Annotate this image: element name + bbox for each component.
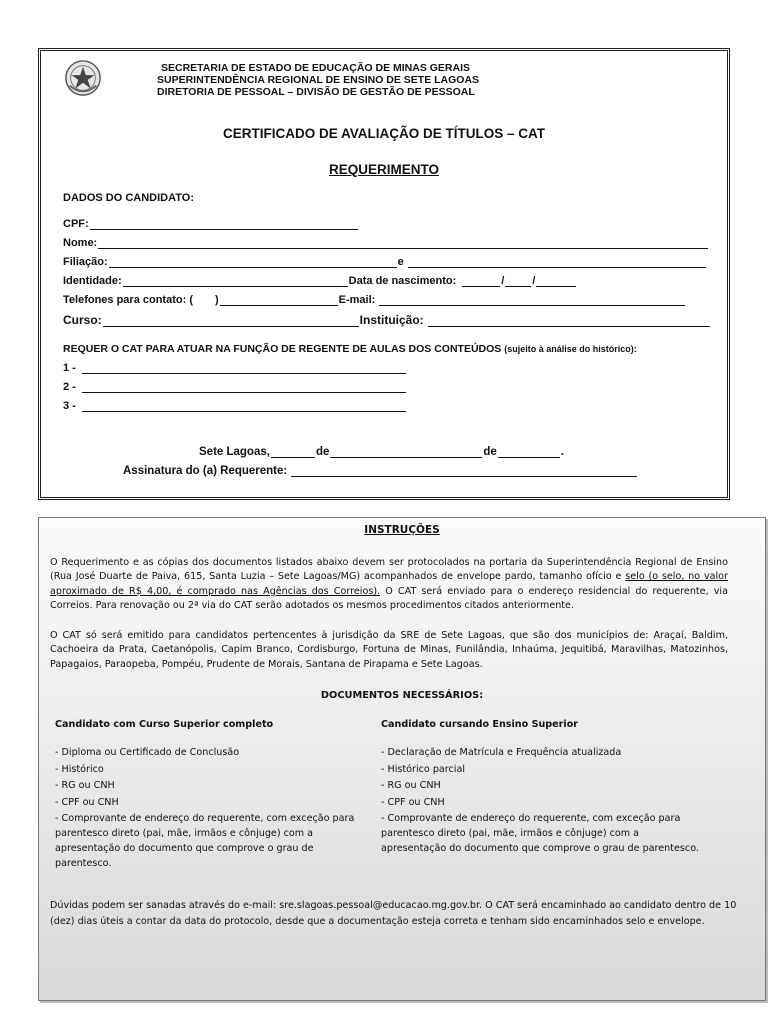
requerimento-form	[38, 48, 730, 500]
list-item: - RG ou CNH	[381, 780, 441, 791]
p1-text-a: O Requerimento e as cópias dos documentos listados abaixo devem ser protocolados na portaria da Superintendência Regional de Ensino (Rua José Duarte de Paiva, 615, Santa Luzia – Sete Lagoas/MG) acompanhados de envelope pardo, tamanho ofício e	[50, 557, 728, 583]
right-document-list	[381, 745, 701, 856]
nome-row	[63, 237, 709, 249]
identidade-field[interactable]	[123, 275, 348, 287]
birth-month-field[interactable]	[505, 275, 531, 287]
nome-field[interactable]	[98, 237, 708, 249]
requer-text: REQUER O CAT PARA ATUAR NA FUNÇÃO DE REGENTE DE AULAS DOS CONTEÚDOS	[63, 343, 502, 355]
requer-note: (sujeito à análise do histórico):	[504, 344, 637, 354]
date-separator: /	[501, 275, 505, 287]
filiacao-row	[63, 256, 707, 268]
section-label: DADOS DO CANDIDATO:	[63, 192, 194, 204]
instructions-paragraph-1	[50, 556, 728, 614]
list-item: - Diploma ou Certificado de Conclusão	[55, 747, 240, 758]
year-field[interactable]	[498, 446, 560, 458]
filiacao-label: Filiação:	[63, 256, 108, 268]
telefone-field[interactable]	[220, 294, 338, 306]
header-line-1: SECRETARIA DE ESTADO DE EDUCAÇÃO DE MINAS GERAIS	[161, 62, 470, 74]
list-item: - CPF ou CNH	[55, 796, 119, 808]
email-field[interactable]	[379, 294, 685, 306]
de-label-2: de	[483, 446, 497, 458]
curso-label: Curso:	[63, 313, 102, 327]
list-item: - Histórico parcial	[381, 763, 466, 775]
list-item: - CPF ou CNH	[381, 796, 445, 808]
list-item: - Histórico	[55, 763, 104, 775]
assinatura-field[interactable]	[291, 465, 637, 477]
instructions-paragraph-2: O CAT só será emitido para candidatos pertencentes à jurisdição da SRE de Sete Lagoas, que são dos municípios de: Araçaí, Baldim, Cachoeira da Prata, Caetanópolis, Capim Branco, Cordisburgo, Fortuna de Minas, Funilândia, Inhaúma, Jequitibá, Maravilhas, Matozinhos, Papagaios, Paraopeba, Pompéu, Prudente de Morais, Santana de Pirapama e Sete Lagoas.	[50, 630, 728, 670]
list-item: - Comprovante de endereço do requerente, com exceção para parentesco direto (pai, mãe, irmãos e cônjuge) com a apresentação do documento que comprove o grau de parentesco.	[381, 813, 699, 854]
instructions-box	[38, 517, 766, 1001]
curso-field[interactable]	[103, 315, 359, 327]
conteudo-field-1[interactable]	[82, 362, 406, 374]
day-field[interactable]	[271, 446, 315, 458]
filiacao-field-2[interactable]	[408, 256, 706, 268]
left-column	[55, 717, 365, 871]
cidade-label: Sete Lagoas,	[199, 446, 270, 458]
conteudo-field-2[interactable]	[82, 381, 406, 393]
identidade-label: Identidade:	[63, 275, 122, 287]
nascimento-label: Data de nascimento:	[348, 275, 457, 287]
cpf-label: CPF:	[63, 218, 89, 230]
conteudo-row-2	[63, 381, 407, 393]
assinatura-row	[123, 465, 638, 477]
conteudo-row-1	[63, 362, 407, 374]
telefones-close: )	[214, 294, 219, 306]
email-label: E-mail:	[338, 294, 376, 306]
documents-title: DOCUMENTOS NECESSÁRIOS:	[320, 690, 484, 701]
instituicao-field[interactable]	[428, 315, 710, 327]
left-column-heading: Candidato com Curso Superior completo	[55, 719, 274, 730]
birth-year-field[interactable]	[536, 275, 576, 287]
filiacao-and-label: e	[397, 256, 404, 268]
p1-text-b: O CAT será enviado para o endereço residencial do requerente, via Correios. Para renovação ou 2ª via do CAT serão adotados os mesmos procedimentos citados anteriormente.	[50, 585, 728, 612]
date-period: .	[560, 446, 564, 458]
list-item: - RG ou CNH	[55, 780, 115, 791]
instituicao-label: Instituição:	[359, 313, 424, 327]
date-row	[199, 446, 564, 458]
conteudo-label-3: 3 -	[63, 400, 76, 412]
filiacao-field-1[interactable]	[109, 256, 397, 268]
institution-header	[157, 62, 479, 98]
cpf-field[interactable]	[90, 218, 358, 230]
requer-title	[63, 343, 637, 355]
form-title: CERTIFICADO DE AVALIAÇÃO DE TÍTULOS – CAT	[223, 126, 545, 141]
form-subtitle: REQUERIMENTO	[328, 162, 439, 177]
conteudo-label-1: 1 -	[63, 362, 76, 374]
date-separator: /	[532, 275, 536, 287]
header-line-2: SUPERINTENDÊNCIA REGIONAL DE ENSINO DE SETE LAGOAS	[157, 74, 480, 86]
right-column	[381, 717, 701, 856]
state-seal-icon	[64, 59, 102, 97]
list-item: - Declaração de Matrícula e Frequência atualizada	[381, 747, 622, 758]
de-label-1: de	[315, 446, 330, 458]
contact-paragraph: Dúvidas podem ser sanadas através do e-mail: sre.slagoas.pessoal@educacao.mg.gov.br. O CAT será encaminhado ao candidato dentro de 10 (dez) dias úteis a contar da data do protocolo, desde que a documentação esteja correta e tenham sido encaminhados selo e envelope.	[50, 900, 737, 927]
left-document-list	[55, 745, 365, 871]
nome-label: Nome:	[63, 237, 98, 249]
header-line-3: DIRETORIA DE PESSOAL – DIVISÃO DE GESTÃO DE PESSOAL	[157, 86, 475, 98]
birth-day-field[interactable]	[462, 275, 500, 287]
month-field[interactable]	[330, 446, 482, 458]
identidade-row	[63, 275, 577, 287]
cpf-row	[63, 218, 359, 230]
telefones-row	[63, 294, 686, 306]
telefones-label: Telefones para contato: (	[63, 294, 193, 306]
right-column-heading: Candidato cursando Ensino Superior	[381, 719, 579, 730]
p1-text-underlined: selo (o selo, no valor aproximado de R$ 4,00, é comprado nas Agências dos Correios).	[50, 571, 728, 597]
assinatura-label: Assinatura do (a) Requerente:	[123, 465, 288, 477]
conteudo-label-2: 2 -	[63, 381, 76, 393]
list-item: - Comprovante de endereço do requerente, com exceção para parentesco direto (pai, mãe, irmãos e cônjuge) com a apresentação do documento que comprove o grau de parentesco.	[55, 813, 355, 869]
curso-row	[63, 313, 711, 327]
instructions-title: INSTRUÇÕES	[364, 524, 440, 536]
conteudo-field-3[interactable]	[82, 400, 406, 412]
conteudo-row-3	[63, 400, 407, 412]
